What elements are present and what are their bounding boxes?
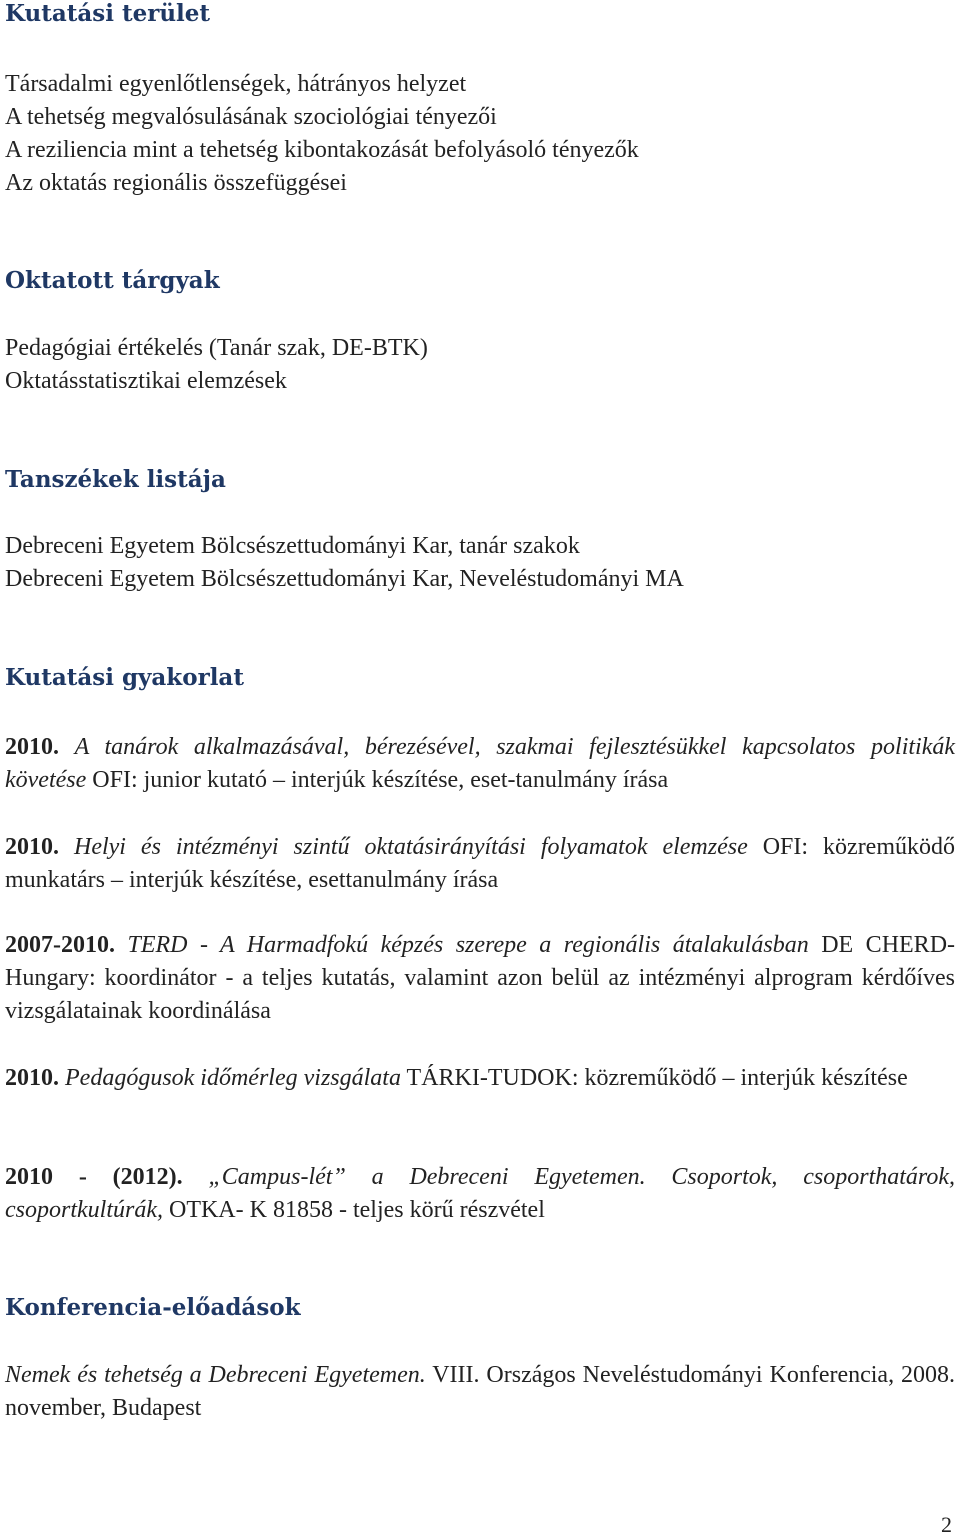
research-entry-year: 2010 - (2012). bbox=[5, 1164, 183, 1190]
research-area-item: A tehetség megvalósulásának szociológiai tényezői bbox=[5, 104, 497, 130]
taught-subject-item: Oktatásstatisztikai elemzések bbox=[5, 368, 287, 394]
research-entry-details: OFI: közreműködő munkatárs – interjúk készítése, esettanulmány írása bbox=[5, 834, 956, 893]
research-entry-title: Pedagógusok időmérleg vizsgálata bbox=[65, 1065, 401, 1091]
research-entry bbox=[5, 831, 955, 897]
research-entry bbox=[5, 1161, 955, 1227]
research-entry-title: A tanárok alkalmazásával, bérezésével, szakmai fejlesztésükkel kapcsolatos politikák követése bbox=[5, 734, 955, 793]
research-area-item: Az oktatás regionális összefüggései bbox=[5, 170, 347, 196]
research-entry-details: TÁRKI-TUDOK: közreműködő – interjúk készítése bbox=[406, 1065, 908, 1091]
research-entry-details: DE CHERD-Hungary: koordinátor - a teljes kutatás, valamint azon belül az intézményi alprogram kérdőíves vizsgálatainak koordinálása bbox=[5, 932, 956, 1024]
conference-entry bbox=[5, 1359, 955, 1425]
research-entry-title: „Campus-lét” a Debreceni Egyetemen. Csoportok, csoporthatárok, csoportkultúrák, bbox=[5, 1164, 956, 1223]
research-entry bbox=[5, 929, 955, 1028]
conference-entry-title: Nemek és tehetség a Debreceni Egyetemen. bbox=[5, 1362, 426, 1388]
research-entry-year: 2010. bbox=[5, 834, 59, 860]
research-area-item: Társadalmi egyenlőtlenségek, hátrányos helyzet bbox=[5, 71, 467, 97]
taught-subject-item: Pedagógiai értékelés (Tanár szak, DE-BTK) bbox=[5, 335, 428, 361]
research-entry-year: 2010. bbox=[5, 1065, 59, 1091]
section-heading-research-practice: Kutatási gyakorlat bbox=[5, 664, 244, 691]
research-entry-title: Helyi és intézményi szintű oktatásirányítási folyamatok elemzése bbox=[73, 834, 748, 860]
research-entry-details: OTKA- K 81858 - teljes körű részvétel bbox=[168, 1197, 545, 1223]
research-entry-year: 2010. bbox=[5, 734, 59, 760]
page-number: 2 bbox=[941, 1512, 952, 1537]
section-heading-conferences: Konferencia-előadások bbox=[5, 1294, 301, 1321]
department-item: Debreceni Egyetem Bölcsészettudományi Kar, Neveléstudományi MA bbox=[5, 566, 684, 592]
section-heading-taught-subjects: Oktatott tárgyak bbox=[5, 267, 220, 294]
research-entry-details: OFI: junior kutató – interjúk készítése, eset-tanulmány írása bbox=[92, 767, 669, 793]
conference-entry-details: VIII. Országos Neveléstudományi Konferencia, 2008. november, Budapest bbox=[5, 1362, 955, 1421]
department-item: Debreceni Egyetem Bölcsészettudományi Kar, tanár szakok bbox=[5, 533, 580, 559]
research-entry bbox=[5, 1062, 955, 1095]
research-entry-year: 2007-2010. bbox=[5, 932, 115, 958]
research-area-item: A reziliencia mint a tehetség kibontakozását befolyásoló tényezők bbox=[5, 137, 639, 163]
research-entry-title: TERD - A Harmadfokú képzés szerepe a regionális átalakulásban bbox=[127, 932, 809, 958]
section-heading-departments: Tanszékek listája bbox=[5, 466, 226, 493]
research-entry bbox=[5, 731, 955, 797]
section-heading-research-area: Kutatási terület bbox=[5, 0, 211, 27]
